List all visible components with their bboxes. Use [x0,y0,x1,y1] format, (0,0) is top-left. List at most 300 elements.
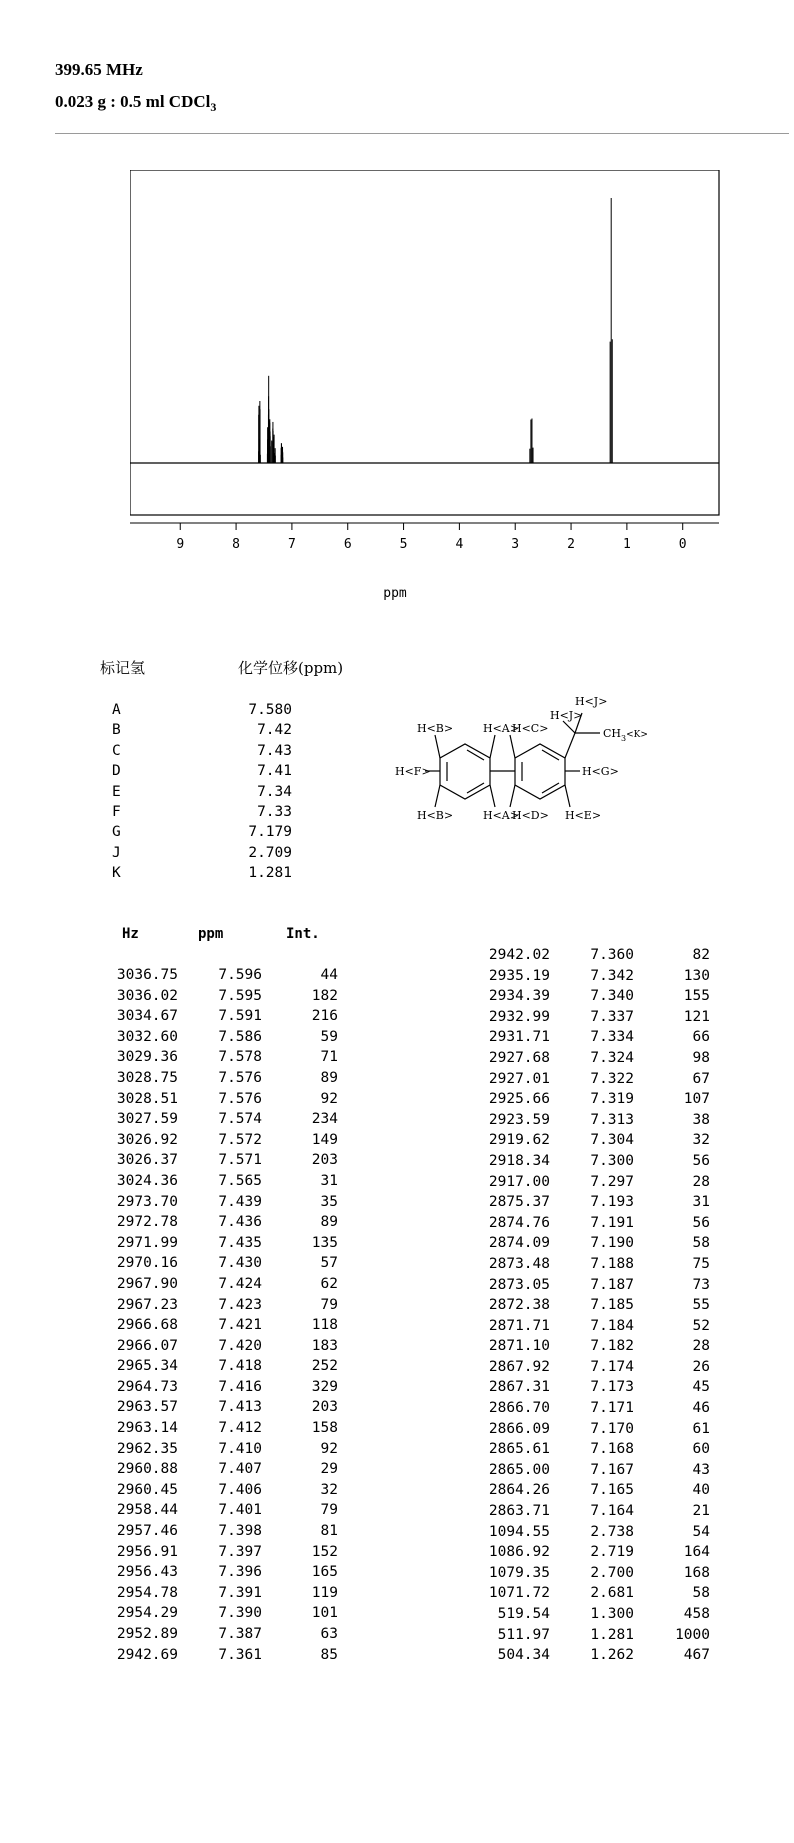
ppm-cell: 7.313 [590,1111,634,1128]
label-ha-bot: H<A> [483,809,519,822]
assignment-row [112,761,292,781]
int-cell: 107 [683,1091,710,1108]
peak-table-row [472,1604,710,1625]
assignment-row [112,863,292,883]
hz-cell: 2966.68 [116,1317,178,1334]
label-he: H<E> [565,809,602,822]
frequency-label: 399.65 MHz [55,60,143,79]
hz-cell: 2923.59 [488,1111,550,1128]
int-cell: 45 [692,1379,710,1396]
ppm-cell: 1.262 [590,1647,634,1664]
peak-table-row [472,1275,710,1296]
int-cell: 85 [320,1646,338,1663]
peak-table-row [472,1254,710,1275]
int-cell: 28 [692,1338,710,1355]
ppm-cell: 7.574 [218,1111,262,1128]
hz-cell: 2935.19 [488,967,550,984]
int-cell: 119 [311,1584,338,1601]
int-cell: 59 [320,1028,338,1045]
int-cell: 216 [311,1008,338,1025]
hz-cell: 2917.00 [488,1173,550,1190]
ppm-cell: 7.596 [218,967,262,983]
peak-table-right [472,945,710,1666]
peak-table-left [100,965,338,1665]
ppm-cell: 7.191 [590,1214,634,1231]
int-cell: 61 [692,1420,710,1437]
bond-ha-top [490,735,495,758]
ppm-cell: 7.398 [218,1523,262,1540]
hz-cell: 3024.36 [116,1172,178,1189]
hz-cell: 2925.66 [488,1091,550,1108]
ppm-cell: 7.591 [218,1008,262,1025]
ppm-cell: 7.578 [218,1049,262,1066]
hz-cell: 2863.71 [488,1503,550,1520]
ppm-cell: 7.565 [218,1172,262,1189]
hz-cell: 2873.05 [488,1276,550,1293]
hz-cell: 3026.37 [116,1152,178,1169]
hz-cell: 2864.26 [488,1482,550,1499]
peak-table-row [472,1460,710,1481]
x-axis [176,523,686,552]
int-cell: 183 [311,1337,338,1354]
hz-cell: 2960.45 [116,1481,178,1498]
int-cell: 73 [692,1276,710,1293]
int-cell: 152 [311,1543,338,1560]
peak-table-row [100,1047,338,1068]
hz-cell: 2865.00 [488,1461,550,1478]
peak-table-row [100,1068,338,1089]
int-cell: 63 [320,1626,338,1642]
int-cell: 38 [692,1111,710,1128]
peak-table-row [100,1233,338,1254]
int-cell: 79 [320,1296,338,1313]
ppm-cell: 2.719 [590,1544,634,1561]
ppm-cell: 7.342 [590,967,634,984]
peak-table-row [100,1459,338,1480]
peak-series [259,198,613,463]
int-cell: 101 [311,1605,338,1622]
hz-cell: 2874.09 [488,1235,550,1252]
int-cell: 44 [320,967,338,983]
int-cell: 164 [683,1544,710,1561]
hz-cell: 1079.35 [488,1564,550,1581]
int-cell: 75 [692,1255,710,1272]
peak-table-row [472,1419,710,1440]
label-ch3-sub: 3 [621,734,627,743]
hz-cell: 2871.10 [488,1338,550,1355]
peak-table-row [100,1377,338,1398]
int-cell: 31 [692,1194,710,1211]
peak-table-row [472,1583,710,1604]
hz-cell: 2872.38 [488,1297,550,1314]
ppm-cell: 7.439 [218,1193,262,1210]
int-cell: 79 [320,1502,338,1519]
ppm-cell: 7.170 [590,1420,634,1437]
hz-cell: 2973.70 [116,1193,178,1210]
hz-cell: 2956.43 [116,1564,178,1581]
assignment-label: E [112,783,121,800]
peak-table-row [472,1192,710,1213]
hz-cell: 2942.02 [488,947,550,963]
label-hj: H<J> [550,709,583,722]
label-hg: H<G> [582,765,619,778]
int-cell: 60 [692,1441,710,1458]
sample-text: 0.023 g : 0.5 ml CDCl [55,92,211,111]
int-cell: 155 [683,988,710,1005]
hz-cell: 2971.99 [116,1234,178,1251]
hz-cell: 2934.39 [488,988,550,1005]
ppm-cell: 7.436 [218,1214,262,1231]
peak-table-row [472,986,710,1007]
peak-table-row [472,1563,710,1584]
ppm-cell: 7.430 [218,1255,262,1272]
ppm-cell: 7.410 [218,1440,262,1457]
hz-cell: 3029.36 [116,1049,178,1066]
assignment-shift: 7.33 [257,803,292,820]
int-cell: 118 [311,1317,338,1334]
assignment-label: A [112,702,121,718]
peak-table-row [100,1150,338,1171]
int-cell: 32 [692,1132,710,1149]
ppm-cell: 1.300 [590,1606,634,1622]
hz-cell: 2873.48 [488,1255,550,1272]
int-cell: 182 [311,987,338,1004]
peak-table-row [100,1624,338,1645]
hz-cell: 3026.92 [116,1131,178,1148]
hz-cell: 2866.09 [488,1420,550,1437]
peak-table-row [472,1213,710,1234]
peak-table-row [100,1397,338,1418]
ppm-cell: 7.586 [218,1028,262,1045]
ppm-cell: 7.297 [590,1173,634,1190]
label-hd: H<D> [512,809,549,822]
ppm-cell: 7.300 [590,1152,634,1169]
ppm-cell: 7.171 [590,1400,634,1417]
label-hk: <K> [626,730,648,740]
int-cell: 21 [692,1503,710,1520]
hz-cell: 2867.31 [488,1379,550,1396]
hz-cell: 2958.44 [116,1502,178,1519]
assignment-row [112,741,292,761]
int-cell: 58 [692,1235,710,1252]
int-cell: 89 [320,1069,338,1086]
hz-cell: 1086.92 [488,1544,550,1561]
peak-table-row [100,1542,338,1563]
col-label-header: 标记氢 [100,659,146,677]
peak-table-row [100,1253,338,1274]
hz-cell: 1071.72 [488,1585,550,1602]
ppm-cell: 7.407 [218,1461,262,1478]
bond-hb-top [435,735,440,758]
assignment-shift: 7.41 [257,763,292,780]
assignment-row [112,802,292,822]
ppm-cell: 7.324 [590,1049,634,1066]
label-ch3 [603,727,648,743]
int-cell: 130 [683,967,710,984]
x-tick-label: 6 [343,537,352,552]
peak-table-row [100,1480,338,1501]
int-cell: 329 [311,1378,338,1395]
x-tick-label: 5 [399,537,408,552]
peak-table-row [472,966,710,987]
x-tick-label: 2 [567,537,575,552]
bond-hc [510,735,515,758]
ppm-cell: 7.337 [590,1008,634,1025]
hz-cell: 3032.60 [116,1028,178,1045]
peak-table-row [100,986,338,1007]
peak-table-row [100,1418,338,1439]
label-hb-top: H<B> [417,722,454,735]
x-tick-label: 4 [455,537,464,552]
assignment-label: C [112,742,121,759]
hz-cell: 1094.55 [488,1523,550,1540]
ppm-cell: 7.184 [590,1317,634,1334]
peak-table-row [472,1089,710,1110]
ppm-cell: 2.681 [590,1585,634,1602]
label-hc: H<C> [512,722,549,735]
peak-table-row [472,1480,710,1501]
int-cell: 28 [692,1173,710,1190]
int-cell: 56 [692,1152,710,1169]
ppm-cell: 7.413 [218,1399,262,1416]
peak-table-row [100,1356,338,1377]
ppm-header: ppm [198,926,224,942]
hz-cell: 3028.75 [116,1069,178,1086]
ppm-cell: 7.423 [218,1296,262,1313]
ppm-cell: 7.576 [218,1069,262,1086]
peak-table-row [472,1501,710,1522]
hz-cell: 2956.91 [116,1543,178,1560]
assignment-shift: 7.43 [257,742,292,759]
ppm-cell: 7.572 [218,1131,262,1148]
ppm-cell: 1.281 [590,1626,634,1643]
hz-cell: 2871.71 [488,1317,550,1334]
assignment-label: F [112,803,121,820]
nmr-spectrum-chart [130,170,730,610]
ppm-cell: 7.188 [590,1255,634,1272]
peak-table-row [100,1089,338,1110]
peak-table-row [100,1583,338,1604]
ppm-cell: 7.420 [218,1337,262,1354]
ppm-cell: 7.435 [218,1234,262,1251]
ppm-cell: 7.391 [218,1584,262,1601]
label-ch3-main: CH [603,727,622,740]
ppm-cell: 7.185 [590,1297,634,1314]
peak-table-row [100,1315,338,1336]
peak-table-row [100,1500,338,1521]
label-hf: H<F> [395,765,431,778]
sample-subscript: 3 [210,100,217,114]
hz-cell: 511.97 [497,1626,550,1643]
peak-table-row [472,1110,710,1131]
ppm-cell: 7.390 [218,1605,262,1622]
int-cell: 54 [692,1523,710,1540]
int-header: Int. [286,926,320,942]
int-cell: 67 [692,1070,710,1087]
peak-table-row [472,1233,710,1254]
peak-table-row [100,1295,338,1316]
col-shift-header: 化学位移(ppm) [238,659,344,677]
label-ha-top: H<A> [483,722,519,735]
ppm-cell: 7.193 [590,1194,634,1211]
hz-cell: 2866.70 [488,1400,550,1417]
ppm-cell: 2.700 [590,1564,634,1581]
ppm-cell: 7.576 [218,1090,262,1107]
hz-cell: 2927.68 [488,1049,550,1066]
peak-table-row [100,1212,338,1233]
int-cell: 66 [692,1029,710,1046]
peak-table-row [100,1192,338,1213]
int-cell: 43 [692,1461,710,1478]
hz-header: Hz [122,926,139,942]
label-hj2: H<J> [575,695,608,708]
assignment-row [112,822,292,842]
hz-cell: 3036.75 [116,967,178,983]
peak-table-row [472,1295,710,1316]
hz-cell: 2954.29 [116,1605,178,1622]
int-cell: 158 [311,1420,338,1437]
left-ring-double-2 [467,750,484,760]
ppm-cell: 7.168 [590,1441,634,1458]
assignment-shift: 2.709 [248,844,292,861]
int-cell: 467 [683,1647,710,1664]
hz-cell: 519.54 [497,1606,550,1622]
peak-table-row [472,1316,710,1337]
int-cell: 52 [692,1317,710,1334]
peak-table-row [472,1048,710,1069]
ppm-cell: 7.406 [218,1481,262,1498]
right-ring-double-2 [542,750,559,760]
int-cell: 29 [320,1461,338,1478]
int-cell: 31 [320,1172,338,1189]
hz-cell: 2865.61 [488,1441,550,1458]
hz-cell: 2967.90 [116,1275,178,1292]
hz-cell: 2960.88 [116,1461,178,1478]
peak-table-row [472,1172,710,1193]
hz-cell: 2963.14 [116,1420,178,1437]
assignment-list [112,700,292,884]
x-tick-label: 7 [287,537,296,552]
int-cell: 458 [683,1606,710,1622]
int-cell: 98 [692,1049,710,1066]
int-cell: 1000 [675,1626,710,1643]
bond-he [565,785,570,807]
peak-table-row [472,1522,710,1543]
hz-cell: 2867.92 [488,1358,550,1375]
int-cell: 56 [692,1214,710,1231]
ppm-cell: 7.571 [218,1152,262,1169]
ppm-cell: 7.164 [590,1503,634,1520]
peak-table-row [472,1130,710,1151]
hz-cell: 2874.76 [488,1214,550,1231]
ppm-cell: 7.334 [590,1029,634,1046]
int-cell: 32 [320,1481,338,1498]
int-cell: 92 [320,1440,338,1457]
hz-cell: 2964.73 [116,1378,178,1395]
ppm-cell: 7.174 [590,1358,634,1375]
bond-ha-bot [490,785,495,807]
peak-table-row [472,1069,710,1090]
peak-table-row [472,1625,710,1646]
x-tick-label: 3 [511,537,520,552]
int-cell: 46 [692,1400,710,1417]
hz-cell: 2970.16 [116,1255,178,1272]
int-cell: 168 [683,1564,710,1581]
assignment-shift: 7.34 [257,783,292,800]
assignment-label: D [112,763,121,780]
peak-table-row [100,1603,338,1624]
hz-cell: 3028.51 [116,1090,178,1107]
hz-cell: 2957.46 [116,1523,178,1540]
ppm-cell: 7.190 [590,1235,634,1252]
int-cell: 58 [692,1585,710,1602]
peak-table-row [472,1542,710,1563]
ppm-cell: 7.360 [590,947,634,963]
int-cell: 82 [692,947,710,963]
peak-table-row [100,1171,338,1192]
ppm-cell: 7.412 [218,1420,262,1437]
peak-table-row [472,1357,710,1378]
int-cell: 252 [311,1358,338,1375]
peak-table-row [100,1130,338,1151]
int-cell: 165 [311,1564,338,1581]
peak-table-row [100,1274,338,1295]
hz-cell: 3036.02 [116,987,178,1004]
ppm-cell: 7.595 [218,987,262,1004]
hz-cell: 2932.99 [488,1008,550,1025]
hz-cell: 2927.01 [488,1070,550,1087]
x-tick-label: 9 [176,537,185,552]
hz-cell: 2967.23 [116,1296,178,1313]
assignment-row [112,700,292,720]
int-cell: 135 [311,1234,338,1251]
ppm-cell: 7.319 [590,1091,634,1108]
ppm-cell: 7.173 [590,1379,634,1396]
peak-table-row [100,1521,338,1542]
int-cell: 92 [320,1090,338,1107]
right-ring-double-3 [542,783,559,793]
ppm-cell: 7.418 [218,1358,262,1375]
int-cell: 57 [320,1255,338,1272]
peak-table-row [472,1027,710,1048]
ppm-cell: 7.424 [218,1275,262,1292]
peak-table-row [100,1645,338,1666]
hz-cell: 2931.71 [488,1029,550,1046]
peak-table-row [100,1006,338,1027]
hz-cell: 3027.59 [116,1111,178,1128]
assignment-row [112,843,292,863]
peak-table-row [472,1645,710,1666]
ppm-cell: 7.182 [590,1338,634,1355]
spectrum-header [55,60,216,113]
int-cell: 71 [320,1049,338,1066]
peak-table-row [472,1398,710,1419]
ppm-cell: 7.187 [590,1276,634,1293]
peak-table-row [100,1562,338,1583]
ppm-cell: 7.340 [590,988,634,1005]
assignment-shift: 1.281 [248,865,292,882]
peak-table-row [100,1336,338,1357]
peak-table-row [100,1109,338,1130]
ppm-cell: 7.167 [590,1461,634,1478]
peak-table-row [472,1439,710,1460]
hz-cell: 2919.62 [488,1132,550,1149]
ppm-cell: 7.361 [218,1646,262,1663]
x-tick-label: 8 [232,537,240,552]
peak-table-row [472,1007,710,1028]
hz-cell: 3034.67 [116,1008,178,1025]
x-tick-label: 1 [622,537,631,552]
